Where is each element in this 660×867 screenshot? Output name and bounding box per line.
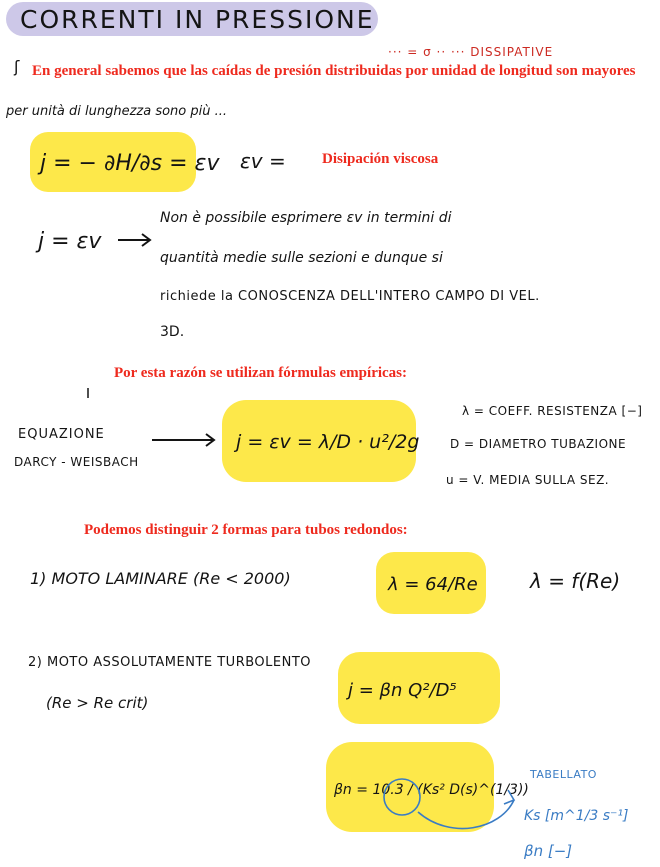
intro-fragment-top: ··· = σ ·· ··· DISSIPATIVE [388, 45, 554, 59]
dw-name-2: DARCY - WEISBACH [14, 455, 139, 469]
tab-ks: Ks [m^1/3 s⁻¹] [524, 808, 629, 824]
eq1-formula: j = − ∂H/∂s = εv [40, 151, 220, 176]
note-intro: En general sabemos que las caídas de presión distribuidas por unidad de longitud son mayores [32, 63, 636, 79]
dw-name-1: EQUAZIONE [18, 427, 105, 442]
page-title: CORRENTI IN PRESSIONE [20, 5, 375, 34]
note-empirical: Por esta razón se utilizan fórmulas empíricas: [114, 365, 408, 381]
beta-formula: j = βn Q²/D⁵ [348, 680, 457, 701]
remark-line-4: 3D. [160, 324, 185, 340]
intro-fragment-bottom: per unità di lunghezza sono più ... [6, 104, 228, 119]
case1-label: 1) MOTO LAMINARE (Re < 2000) [30, 569, 291, 588]
legend-diameter: D = DIAMETRO TUBAZIONE [450, 437, 627, 451]
eps-label: εv = [240, 149, 286, 173]
arrow-right-icon [118, 234, 150, 246]
remark-line-2: quantità medie sulle sezioni e dunque si [160, 250, 443, 266]
tab-beta: βn [−] [524, 842, 573, 860]
betan-formula: βn = 10.3 / (Ks² D(s)^(1/3)) [334, 782, 529, 798]
case1-formula: λ = 64/Re [388, 574, 478, 595]
note-viscous: Disipación viscosa [322, 151, 439, 167]
case2-line-1: 2) MOTO ASSOLUTAMENTE TURBOLENTO [28, 655, 312, 670]
legend-lambda: λ = COEFF. RESISTENZA [−] [462, 404, 643, 418]
remark-line-3: richiede la CONOSCENZA DELL'INTERO CAMPO DI VEL. [160, 289, 540, 304]
remark-line-1: Non è possibile esprimere εv in termini di [160, 210, 452, 226]
legend-velocity: u = V. MEDIA SULLA SEZ. [446, 473, 610, 487]
bullet-mark: ʃ [14, 57, 20, 76]
case2-line-2: (Re > Re crit) [46, 694, 149, 712]
arrow-right-icon [152, 434, 214, 446]
j-equals-eps: j = εv [38, 229, 102, 254]
case1-relation: λ = f(Re) [530, 569, 621, 593]
note-round-pipes: Podemos distinguir 2 formas para tubos redondos: [84, 522, 408, 538]
tab-label: TABELLATO [530, 768, 597, 781]
dw-formula: j = εv = λ/D · u²/2g [236, 431, 420, 453]
